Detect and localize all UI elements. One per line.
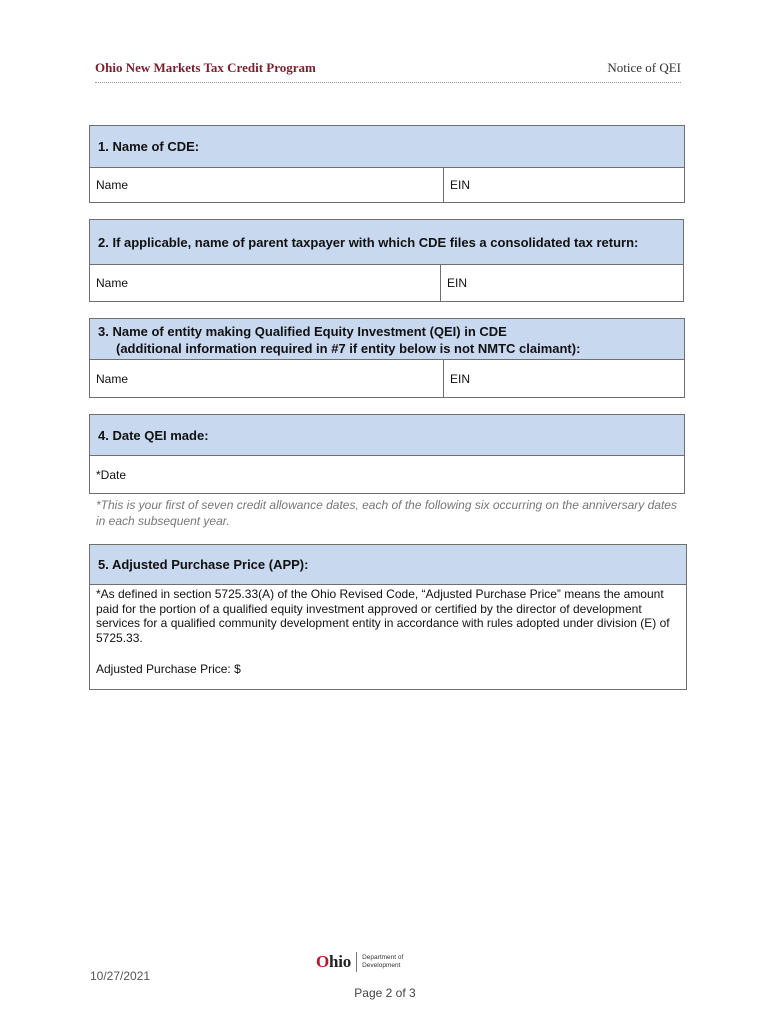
- qei-date-label: *Date: [96, 467, 127, 482]
- credit-allowance-note: *This is your first of seven credit allowance dates, each of the following six occurring on the anniversary dates in each subsequent year.: [96, 498, 677, 528]
- ohio-development-logo: [316, 951, 403, 973]
- parent-name-label: Name: [96, 276, 129, 290]
- logo-dept-line1: Department of: [362, 954, 404, 961]
- qei-date-field[interactable]: [90, 456, 684, 493]
- logo-divider: [356, 952, 357, 972]
- qei-entity-ein-label: EIN: [450, 371, 471, 386]
- section-5-heading: 5. Adjusted Purchase Price (APP):: [90, 545, 686, 585]
- section-1-heading: 1. Name of CDE:: [90, 126, 684, 168]
- logo-department-text: [362, 954, 403, 970]
- logo-dept-line2: Development: [362, 962, 401, 969]
- cde-ein-field[interactable]: [444, 168, 684, 202]
- footer-date: 10/27/2021: [90, 969, 151, 983]
- section-5-adjusted-purchase-price: [89, 544, 687, 690]
- ohio-wordmark: [316, 952, 351, 972]
- section-3-qei-entity: [89, 318, 685, 398]
- parent-ein-field[interactable]: [441, 265, 683, 301]
- program-title: Ohio New Markets Tax Credit Program: [95, 60, 316, 75]
- cde-ein-label: EIN: [450, 178, 471, 192]
- ohio-wordmark-rest: hio: [329, 952, 352, 971]
- ohio-wordmark-o: O: [316, 952, 330, 971]
- section-2-parent-taxpayer: [89, 219, 684, 302]
- qei-entity-name-label: Name: [96, 371, 129, 386]
- page-header: [95, 58, 681, 83]
- form-title: Notice of QEI: [607, 60, 681, 75]
- parent-name-field[interactable]: [90, 265, 441, 301]
- page-number: Page 2 of 3: [354, 986, 416, 1000]
- section-3-heading: [90, 319, 684, 360]
- parent-ein-label: EIN: [447, 276, 468, 290]
- section-3-heading-line2: (additional information required in #7 if entity below is not NMTC claimant):: [116, 341, 581, 356]
- qei-entity-ein-field[interactable]: [444, 360, 684, 397]
- app-definition: *As defined in section 5725.33(A) of the Ohio Revised Code, “Adjusted Purchase Price” means the amount paid for the portion of a qualified equity investment approved or certified by the director of development services for a qualified community development entity in accordance with rules adopted under division (E) of 5725.33.: [96, 587, 670, 645]
- qei-entity-name-field[interactable]: [90, 360, 444, 397]
- section-4-heading: 4. Date QEI made:: [90, 415, 684, 456]
- section-4-date-qei: [89, 414, 685, 494]
- section-3-heading-line1: 3. Name of entity making Qualified Equity Investment (QEI) in CDE: [98, 324, 507, 339]
- cde-name-field[interactable]: [90, 168, 444, 202]
- app-price-field[interactable]: Adjusted Purchase Price: $: [96, 662, 241, 676]
- section-1-name-of-cde: [89, 125, 685, 203]
- cde-name-label: Name: [96, 178, 129, 192]
- section-2-heading: 2. If applicable, name of parent taxpayer with which CDE files a consolidated tax return:: [90, 220, 683, 265]
